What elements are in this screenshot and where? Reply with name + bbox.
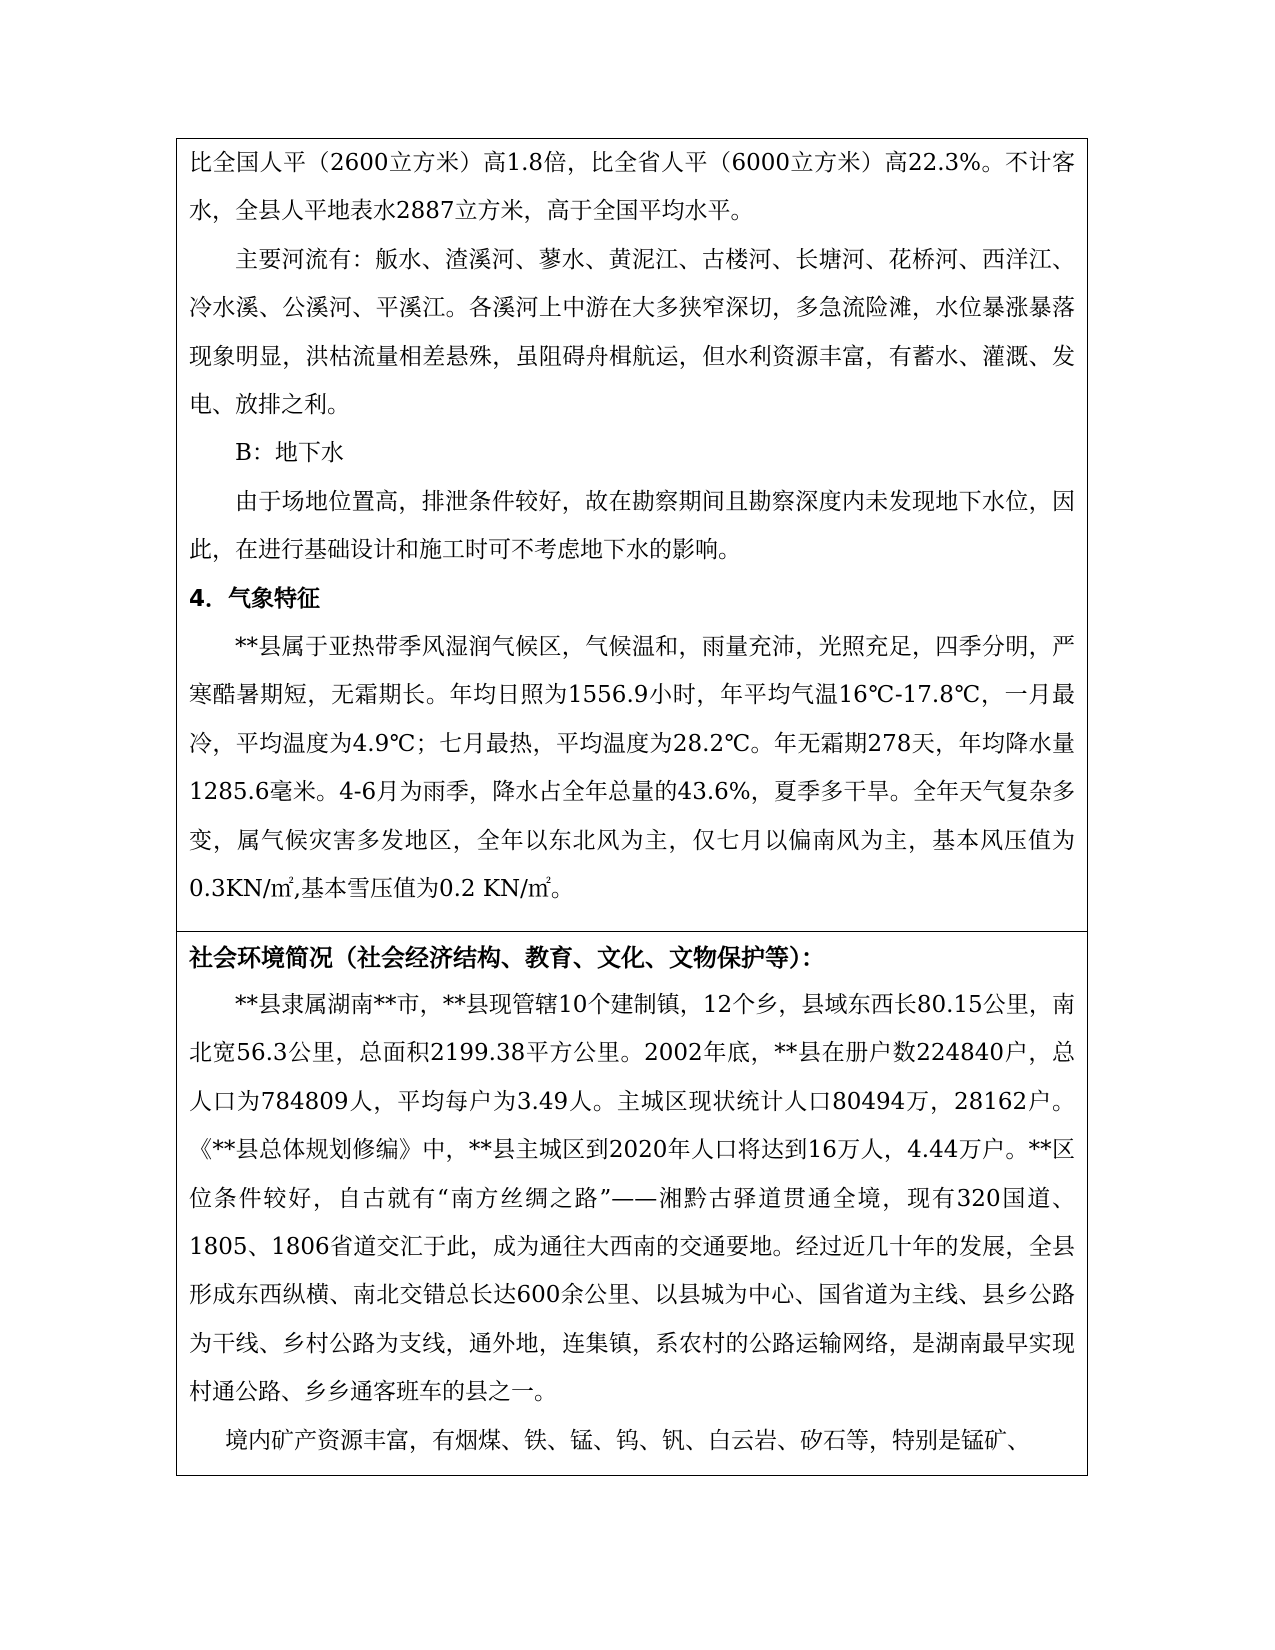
groundwater-paragraph: 由于场地位置高，排泄条件较好，故在勘察期间且勘察深度内未发现地下水位，因此，在进行基础设计和施工时可不考虑地下水的影响。 — [189, 488, 1075, 564]
climate-heading: 4．气象特征 — [189, 585, 321, 612]
climate-paragraph: **县属于亚热带季风湿润气候区，气候温和，雨量充沛，光照充足，四季分明，严寒酷暑期短，无霜期长。年均日照为1556.9小时，年平均气温16℃-17.8℃，一月最冷，平均温度为4.9℃；七月最热，平均温度为28.2℃。年无霜期278天，年均降水量1285.6毫米。4-6月为雨季，降水占全年总量的43.6%，夏季多干旱。全年天气复杂多变，属气候灾害多发地区，全年以东北风为主，仅七月以偏南风为主，基本风压值为0.3KN/㎡,基本雪压值为0.2 KN/㎡。 — [189, 634, 1075, 903]
table-row-divider — [177, 931, 1087, 932]
mineral-resources-paragraph: 境内矿产资源丰富，有烟煤、铁、锰、钨、钒、白云岩、矽石等，特别是锰矿、 — [225, 1427, 1030, 1454]
social-environment-heading: 社会环境简况（社会经济结构、教育、文化、文物保护等）： — [189, 944, 825, 972]
document-table-frame — [176, 138, 1088, 1476]
county-overview-paragraph: **县隶属湖南**市，**县现管辖10个建制镇，12个乡，县域东西长80.15公里，南北宽56.3公里，总面积2199.38平方公里。2002年底，**县在册户数224840户，总人口为784809人，平均每户为3.49人。主城区现状统计人口80494万，28162户。《**县总体规划修编》中，**县主城区到2020年人口将达到16万人，4.44万户。**区位条件较好，自古就有“南方丝绸之路”——湘黔古驿道贯通全境，现有320国道、1805、1806省道交汇于此，成为通往大西南的交通要地。经过近几十年的发展，全县形成东西纵横、南北交错总长达600余公里、以县城为中心、国省道为主线、县乡公路为干线、乡村公路为支线，通外地，连集镇，系农村的公路运输网络，是湖南最早实现村通公路、乡乡通客班车的县之一。 — [189, 992, 1076, 1406]
rivers-paragraph: 主要河流有：舨水、渣溪河、蓼水、黄泥江、古楼河、长塘河、花桥河、西洋江、冷水溪、公溪河、平溪江。各溪河上中游在大多狭窄深切，多急流险滩，水位暴涨暴落现象明显，洪枯流量相差悬殊，虽阻碍舟楫航运，但水利资源丰富，有蓄水、灌溉、发电、放排之利。 — [189, 246, 1075, 419]
hydrology-climate-section — [189, 139, 1075, 914]
social-environment-section — [189, 935, 1075, 1465]
groundwater-subheading: B：地下水 — [235, 440, 344, 467]
surface-water-paragraph-continued: 比全国人平（2600立方米）高1.8倍，比全省人平（6000立方米）高22.3%。不计客水，全县人平地表水2887立方米，高于全国平均水平。 — [189, 150, 1075, 225]
